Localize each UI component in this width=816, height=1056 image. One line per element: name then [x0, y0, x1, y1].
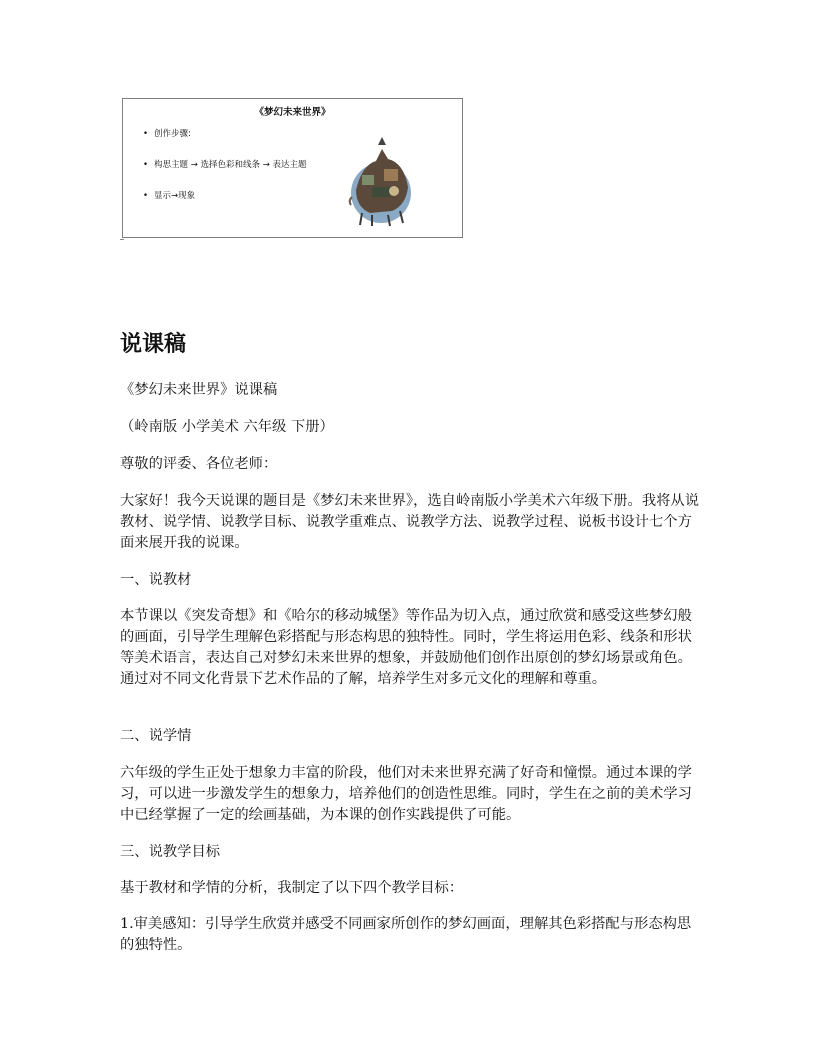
castle-illustration-icon	[348, 135, 414, 227]
slide-title: 《梦幻未来世界》	[254, 107, 331, 118]
section-1-title: 一、说教材	[120, 572, 192, 588]
section-3-lead: 基于教材和学情的分析，我制定了以下四个教学目标：	[120, 880, 464, 896]
section-2-title: 二、说学情	[120, 728, 192, 744]
slide-bullet-list	[143, 129, 307, 222]
edition-line: （岭南版 小学美术 六年级 下册）	[120, 419, 334, 435]
section-3-title: 三、说教学目标	[120, 844, 221, 860]
section-1-body: 本节课以《突发奇想》和《哈尔的移动城堡》等作品为切入点，通过欣赏和感受这些梦幻般的画面，引导学生理解色彩搭配与形态构思的独特性。同时，学生将运用色彩、线条和形状等美术语言，表达自己对梦幻未来世界的想象，并鼓励他们创作出原创的梦幻场景或角色。通过对不同文化背景下艺术作品的了解，培养学生对多元文化的理解和尊重。	[120, 608, 692, 687]
intro-paragraph: 大家好！我今天说课的题目是《梦幻未来世界》，选自岭南版小学美术六年级下册。我将从说教材、说学情、说教学目标、说教学重难点、说教学方法、说教学过程、说板书设计七个方面来展开我的说课。	[120, 493, 700, 551]
slide-bullet-2: • 构思主题 → 选择色彩和线条 → 表达主题	[143, 160, 307, 171]
doc-title-line: 《梦幻未来世界》说课稿	[120, 382, 278, 398]
section-2-body: 六年级的学生正处于想象力丰富的阶段，他们对未来世界充满了好奇和憧憬。通过本课的学习，可以进一步激发学生的想象力，培养他们的创造性思维。同时，学生在之前的美术学习中已经掌握了一定的绘画基础，为本课的创作实践提供了可能。	[120, 765, 692, 823]
section-3-goal-1: 1.审美感知：引导学生欣赏并感受不同画家所创作的梦幻画面，理解其色彩搭配与形态构思的独特性。	[120, 916, 692, 953]
slide-anchor-mark	[120, 239, 124, 240]
greeting: 尊敬的评委、各位老师：	[120, 456, 278, 472]
slide-bullet-1: • 创作步骤:	[143, 129, 307, 140]
slide-bullet-3: • 显示→现象	[143, 191, 307, 202]
slide-thumbnail	[122, 98, 463, 238]
page-heading: 说课稿	[120, 332, 187, 357]
